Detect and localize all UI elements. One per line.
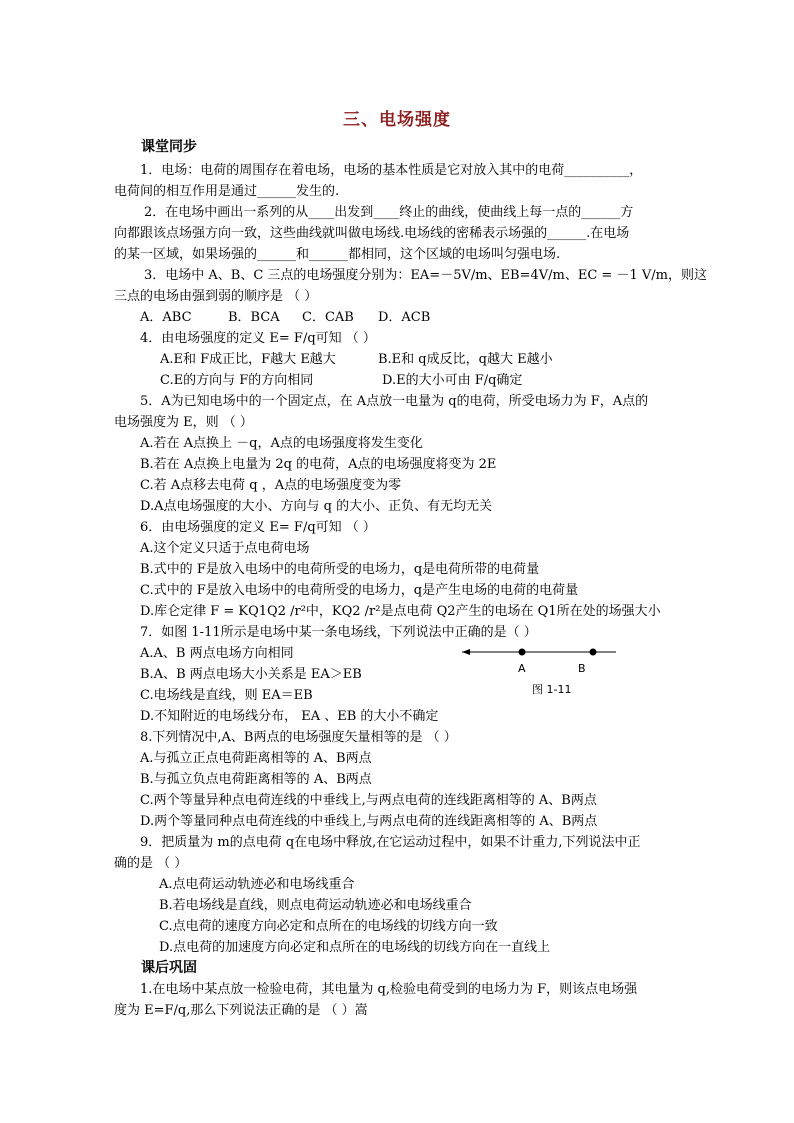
stamp-mark: 嵩 bbox=[354, 1003, 368, 1018]
q7-option-a: A.A、B 两点电场方向相同 bbox=[140, 646, 294, 661]
q6-stem: 6．由电场强度的定义 E= F/q可知 （ ） bbox=[140, 520, 376, 535]
q7-option-c: C.电场线是直线，则 EA＝EB bbox=[140, 688, 313, 703]
q4-options-row2 bbox=[114, 370, 684, 391]
section-heading-classroom: 课堂同步 bbox=[141, 139, 197, 155]
q8-option-b: B.与孤立负点电荷距离相等的 A、B两点 bbox=[140, 772, 372, 787]
q2-line3: 的某一区域，如果场强的______和______都相同，这个区域的电场叫匀强电场. bbox=[114, 247, 561, 262]
point-b-dot bbox=[590, 649, 597, 656]
q3-options bbox=[114, 307, 684, 328]
hw1-line2-text: 度为 E=F/q,那么下列说法正确的是 （ ） bbox=[114, 1003, 355, 1018]
q3-line2: 三点的电场由强到弱的顺序是 （ ） bbox=[114, 289, 318, 304]
q3-option-a: A．ABC bbox=[140, 310, 192, 325]
question-body bbox=[114, 160, 707, 1021]
q4-option-a: A.E和 F成正比，F越大 E越大 bbox=[160, 352, 336, 367]
q9-line1: 9．把质量为 m的点电荷 q在电场中释放,在它运动过程中，如果不计重力,下列说法中正 bbox=[140, 835, 641, 850]
q8-stem: 8.下列情况中,A、B两点的电场强度矢量相等的是 （ ） bbox=[140, 730, 457, 745]
q7-option-b: B.A、B 两点电场大小关系是 EA＞EB bbox=[140, 667, 362, 682]
q4-option-c: C.E的方向与 F的方向相同 bbox=[160, 373, 314, 388]
q1-line2: 电荷间的相互作用是通过______发生的. bbox=[114, 184, 340, 199]
point-a-label: A bbox=[518, 662, 526, 675]
q5-option-c: C.若 A点移去电荷 q ，A点的电场强度变为零 bbox=[140, 478, 402, 493]
q8-option-a: A.与孤立正点电荷距离相等的 A、B两点 bbox=[140, 751, 372, 766]
point-b-label: B bbox=[578, 662, 586, 675]
q5-line1: 5．A为已知电场中的一个固定点，在 A点放一电量为 q的电荷，所受电场力为 F，A点的 bbox=[140, 394, 649, 409]
q9-option-b: B.若电场线是直线，则点电荷运动轨迹必和电场线重合 bbox=[159, 898, 472, 913]
q4-option-d: D.E的大小可由 F/q确定 bbox=[382, 373, 523, 388]
q2-line2: 向都跟该点场强方向一致，这些曲线就叫做电场线.电场线的密稀表示场强的______.在电场 bbox=[114, 226, 630, 241]
q3-option-c: C．CAB bbox=[302, 310, 354, 325]
q6-option-c: C.式中的 F是放入电场中的电荷所受的电场力，q是产生电场的电荷的电荷量 bbox=[140, 583, 579, 598]
q9-option-d: D.点电荷的加速度方向必定和点所在的电场线的切线方向在一直线上 bbox=[159, 940, 551, 955]
q2-line1: 2．在电场中画出一系列的从____出发到____终止的曲线，使曲线上每一点的______方 bbox=[144, 205, 634, 220]
q6-option-d: D.库仑定律 F = KQ1Q2 /r²中，KQ2 /r²是点电荷 Q2产生的电场在 Q1所在处的场强大小 bbox=[140, 604, 661, 619]
q4-stem: 4．由电场强度的定义 E= F/q可知 （ ） bbox=[140, 331, 376, 346]
figure-caption: 图 1-11 bbox=[532, 683, 572, 696]
q1-line1: 1．电场：电荷的周围存在着电场，电场的基本性质是它对放入其中的电荷__________， bbox=[140, 163, 643, 178]
hw1-line2 bbox=[114, 1000, 684, 1021]
section-heading-homework: 课后巩固 bbox=[141, 960, 197, 976]
q5-option-b: B.若在 A点换上电量为 2q 的电荷，A点的电场强度将变为 2E bbox=[140, 457, 497, 472]
q5-option-a: A.若在 A点换上 －q，A点的电场强度将发生变化 bbox=[140, 436, 423, 451]
q9-option-c: C.点电荷的速度方向必定和点所在的电场线的切线方向一致 bbox=[159, 919, 498, 934]
q7-stem: 7．如图 1-11所示是电场中某一条电场线，下列说法中正确的是（ ） bbox=[140, 625, 537, 640]
q4-option-b: B.E和 q成反比，q越大 E越小 bbox=[378, 352, 553, 367]
q5-line2: 电场强度为 E，则 （ ） bbox=[114, 415, 253, 430]
q3-line1: 3．电场中 A、B、C 三点的电场强度分别为：EA=－5V/m、EB=4V/m、EC = －1 V/m，则这 bbox=[144, 268, 707, 283]
arrow-left-icon bbox=[462, 649, 470, 655]
hw1-line1: 1.在电场中某点放一检验电荷，其电量为 q,检验电荷受到的电场力为 F，则该点电场强 bbox=[140, 982, 638, 997]
q9-line2: 确的是 （ ） bbox=[114, 856, 188, 871]
q6-option-b: B.式中的 F是放入电场中的电荷所受的电场力，q是电荷所带的电荷量 bbox=[140, 562, 540, 577]
q6-option-a: A.这个定义只适于点电荷电场 bbox=[140, 541, 310, 556]
q7-option-d: D.不知附近的电场线分布， EA 、EB 的大小不确定 bbox=[140, 709, 439, 724]
q4-options-row1 bbox=[114, 349, 684, 370]
point-a-dot bbox=[519, 649, 526, 656]
q5-option-d: D.A点电场强度的大小、方向与 q 的大小、正负、有无均无关 bbox=[140, 499, 493, 514]
q3-option-d: D．ACB bbox=[378, 310, 431, 325]
q8-option-c: C.两个等量异种点电荷连线的中垂线上,与两点电荷的连线距离相等的 A、B两点 bbox=[140, 793, 597, 808]
q9-option-a: A.点电荷运动轨迹必和电场线重合 bbox=[159, 877, 355, 892]
q8-option-d: D.两个等量同种点电荷连线的中垂线上,与两点电荷的连线距离相等的 A、B两点 bbox=[140, 814, 598, 829]
page-title: 三、电场强度 bbox=[343, 110, 451, 130]
q3-option-b: B．BCA bbox=[228, 310, 280, 325]
